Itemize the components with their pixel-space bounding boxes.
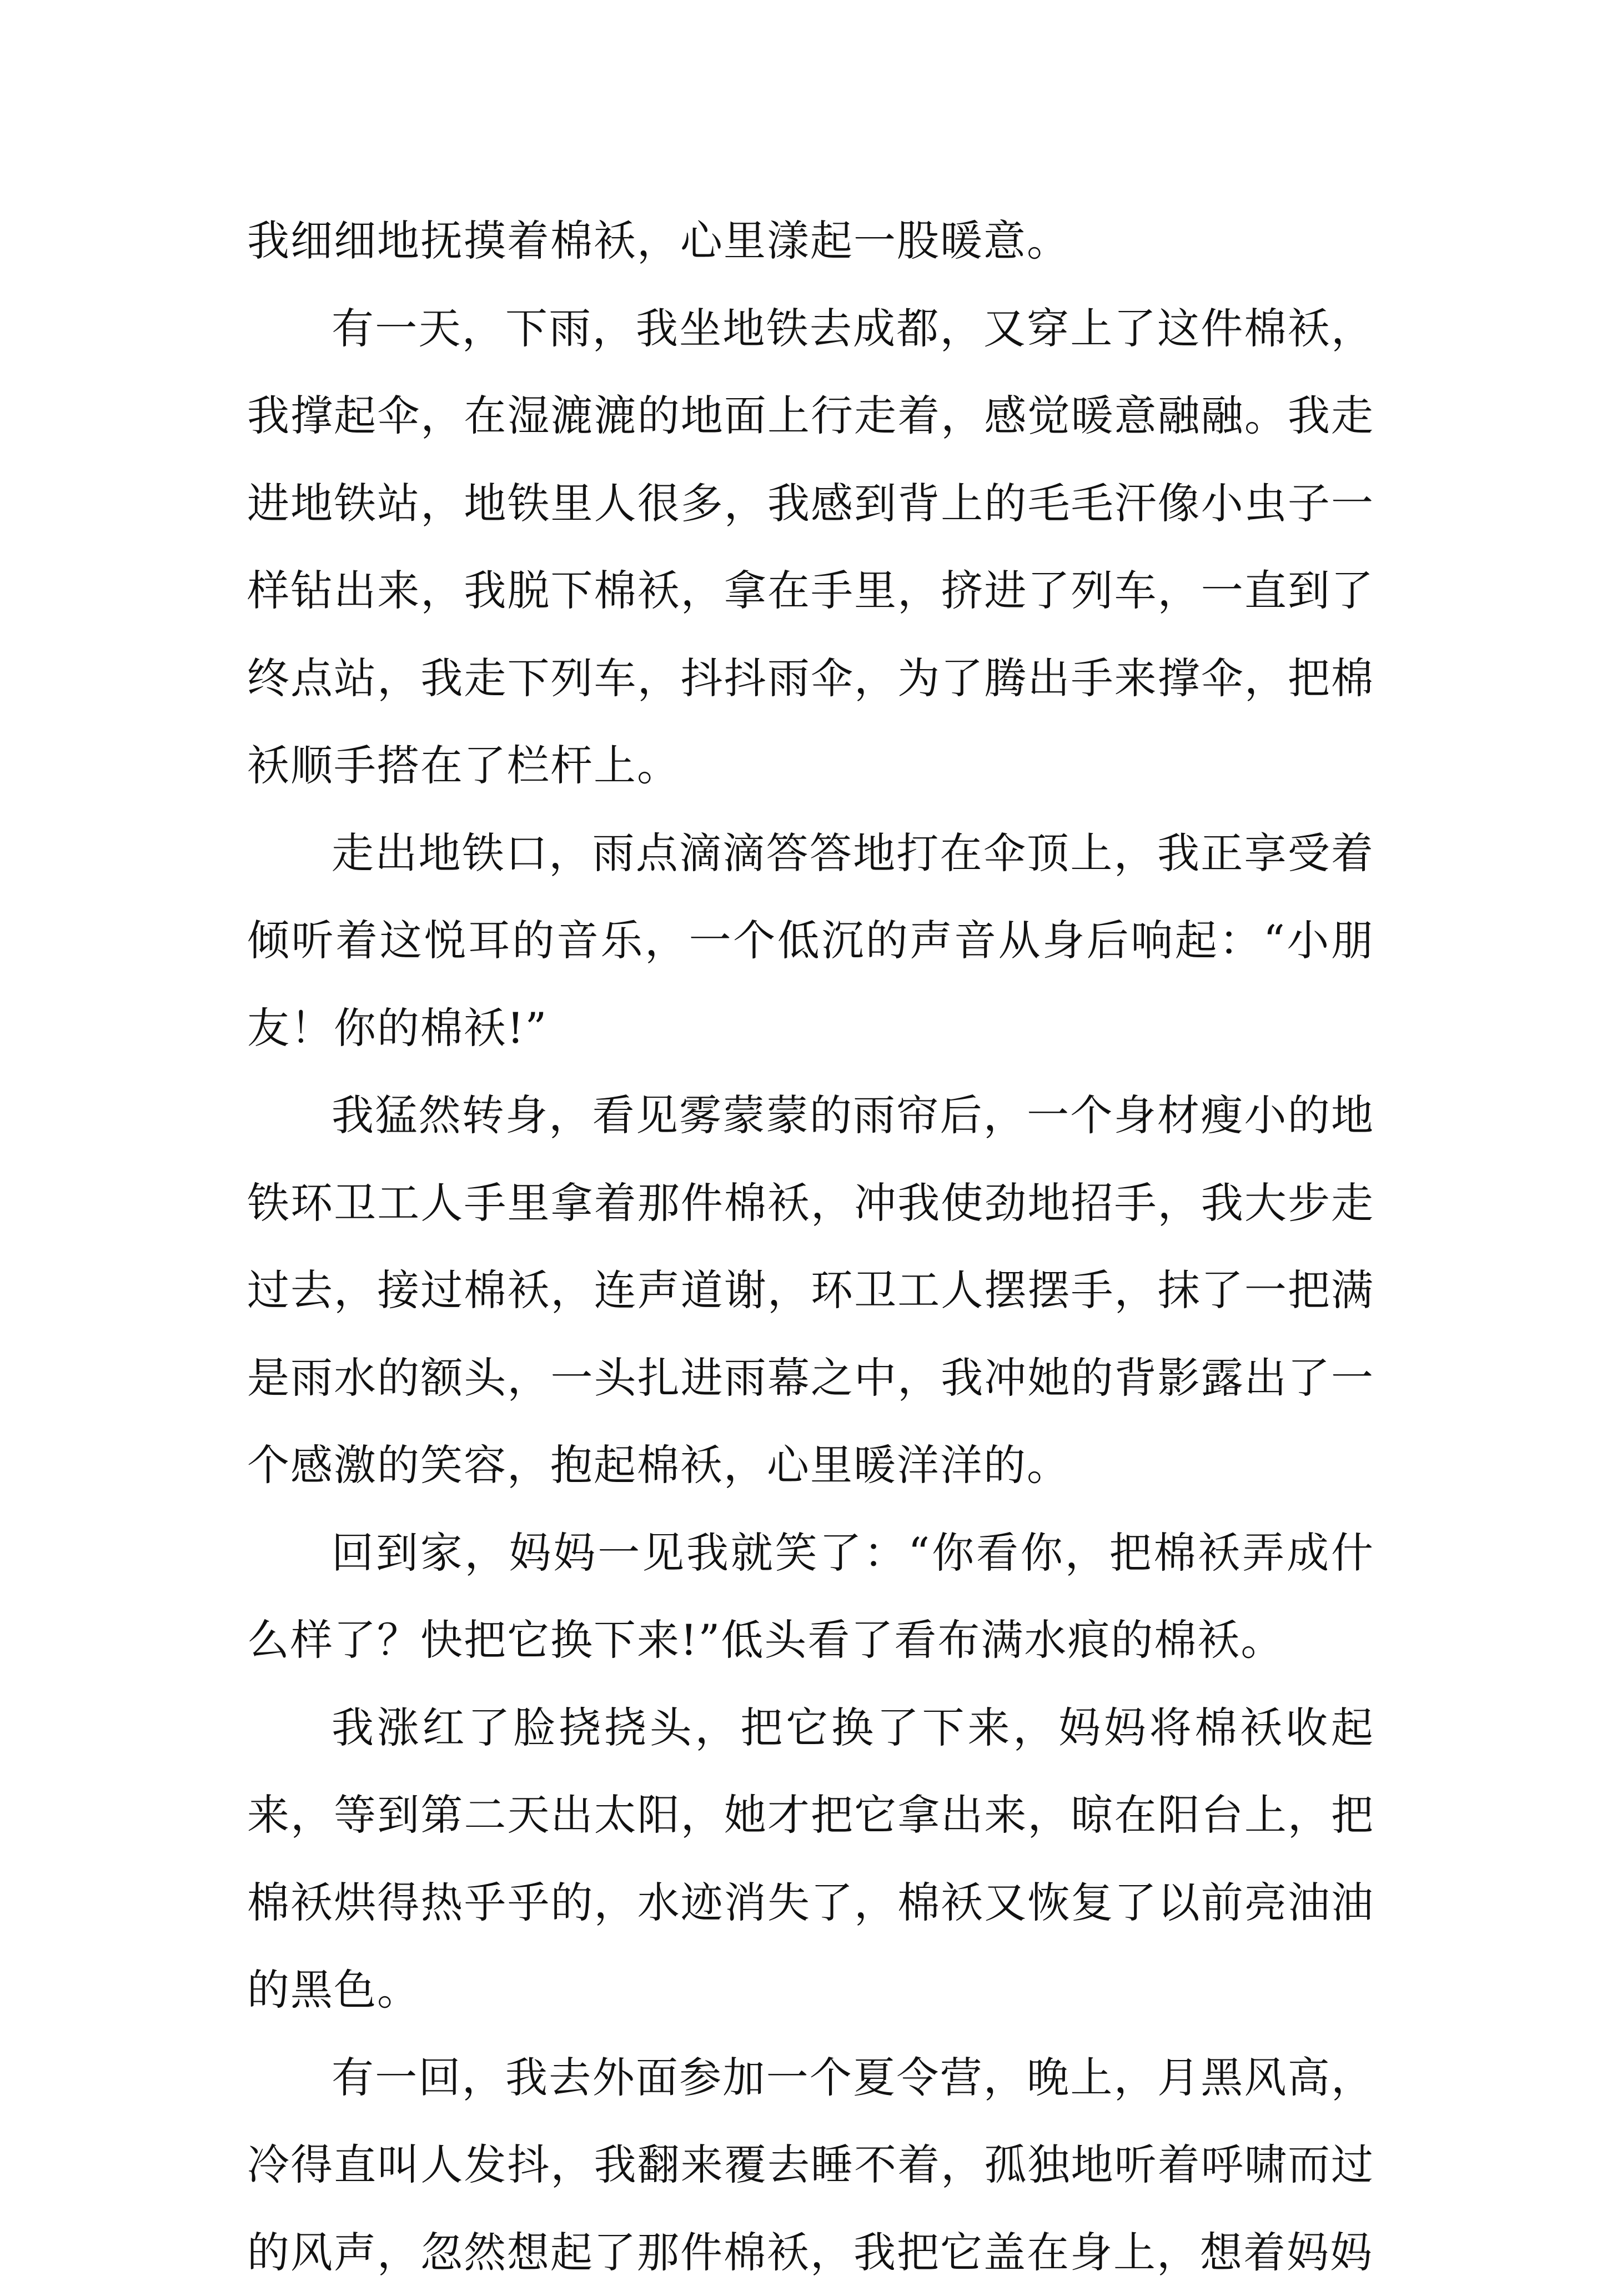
- paragraph-7: 有一回，我去外面参加一个夏令营，晚上，月黑风高，冷得直叫人发抖，我翻来覆去睡不着，孤独地听着呼啸而过的风声，忽然想起了那件棉袄，我把它盖在身上，想着妈妈: [247, 2034, 1374, 2296]
- paragraph-6: 我涨红了脸挠挠头，把它换了下来，妈妈将棉袄收起来，等到第二天出太阳，她才把它拿出来，晾在阳台上，把棉袄烘得热乎乎的，水迹消失了，棉袄又恢复了以前亮油油的黑色。: [247, 1684, 1374, 2034]
- paragraph-1: 我细细地抚摸着棉袄，心里漾起一股暖意。: [247, 197, 1374, 285]
- paragraph-3: 走出地铁口，雨点滴滴答答地打在伞顶上，我正享受着倾听着这悦耳的音乐，一个低沉的声音从身后响起：“小朋友！你的棉袄!”: [247, 810, 1374, 1072]
- paragraph-2: 有一天，下雨，我坐地铁去成都，又穿上了这件棉袄，我撑起伞，在湿漉漉的地面上行走着，感觉暖意融融。我走进地铁站，地铁里人很多，我感到背上的毛毛汗像小虫子一样钻出来，我脱下棉袄，拿在手里，挤进了列车，一直到了终点站，我走下列车，抖抖雨伞，为了腾出手来撑伞，把棉袄顺手搭在了栏杆上。: [247, 285, 1374, 810]
- paragraph-4: 我猛然转身，看见雾蒙蒙的雨帘后，一个身材瘦小的地铁环卫工人手里拿着那件棉袄，冲我使劲地招手，我大步走过去，接过棉袄，连声道谢，环卫工人摆摆手，抹了一把满是雨水的额头，一头扎进雨幕之中，我冲她的背影露出了一个感激的笑容，抱起棉袄，心里暖洋洋的。: [247, 1072, 1374, 1509]
- paragraph-5: 回到家，妈妈一见我就笑了：“你看你，把棉袄弄成什么样了？快把它换下来!”低头看了看布满水痕的棉袄。: [247, 1509, 1374, 1684]
- essay-body: [247, 197, 1374, 2296]
